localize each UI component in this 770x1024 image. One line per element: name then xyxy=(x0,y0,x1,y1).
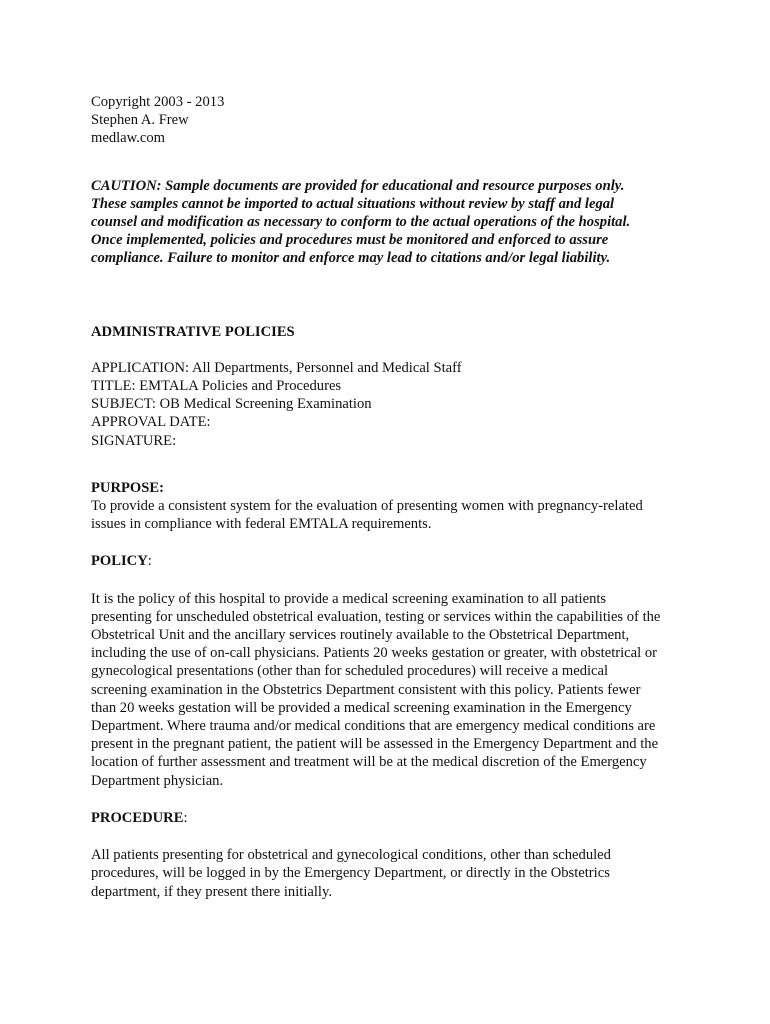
policy-text-line: Department. Where trauma and/or medical conditions that are emergency medical conditions are xyxy=(91,718,656,735)
caution-notice xyxy=(91,177,691,268)
policy-text-line: present in the pregnant patient, the patient will be assessed in the Emergency Department and the xyxy=(91,736,659,753)
policy-text-line: presenting for unscheduled obstetrical evaluation, testing or services within the capabilities of the xyxy=(91,608,661,625)
signature-line: SIGNATURE: xyxy=(91,432,177,449)
policy-text-line: location of further assessment and treatment will be at the medical discretion of the Emergency xyxy=(91,754,647,771)
procedure-heading-row xyxy=(91,809,691,827)
caution-line: counsel and modification as necessary to conform to the actual operations of the hospital. xyxy=(91,214,631,231)
purpose-heading: PURPOSE: xyxy=(91,479,164,496)
procedure-text-line: procedures, will be logged in by the Emergency Department, or directly in the Obstetrics xyxy=(91,865,610,882)
policy-text-line: It is the policy of this hospital to provide a medical screening examination to all patients xyxy=(91,590,607,607)
caution-line: Once implemented, policies and procedures must be monitored and enforced to assure xyxy=(91,232,609,249)
purpose-text-line: To provide a consistent system for the evaluation of presenting women with pregnancy-related xyxy=(91,498,643,515)
policy-text-line: than 20 weeks gestation will be provided a medical screening examination in the Emergency xyxy=(91,699,632,716)
purpose-text-line: issues in compliance with federal EMTALA requirements. xyxy=(91,516,432,533)
caution-line: compliance. Failure to monitor and enforce may lead to citations and/or legal liability. xyxy=(91,250,611,267)
procedure-text-line: department, if they present there initially. xyxy=(91,883,332,900)
policy-paragraph xyxy=(91,590,691,790)
policy-text-line: gynecological presentations (other than for scheduled procedures) will receive a medical xyxy=(91,663,609,680)
application-line: APPLICATION: All Departments, Personnel and Medical Staff xyxy=(91,359,462,376)
policy-metadata xyxy=(91,359,691,450)
policy-text-line: Department physician. xyxy=(91,772,224,789)
title-line: TITLE: EMTALA Policies and Procedures xyxy=(91,378,342,395)
section-title: ADMINISTRATIVE POLICIES xyxy=(91,323,295,340)
caution-line: These samples cannot be imported to actual situations without review by staff and legal xyxy=(91,195,615,212)
policy-text-line: screening examination in the Obstetrics Department consistent with this policy. Patients fewer xyxy=(91,681,641,698)
procedure-heading: PROCEDURE xyxy=(91,809,184,826)
policy-heading-colon: : xyxy=(147,553,152,570)
author-line: Stephen A. Frew xyxy=(91,112,189,129)
policy-heading-row xyxy=(91,552,691,570)
policy-section xyxy=(91,552,691,789)
copyright-line: Copyright 2003 - 2013 xyxy=(91,94,225,110)
procedure-text-line: All patients presenting for obstetrical and gynecological conditions, other than scheduled xyxy=(91,847,611,864)
copyright-block xyxy=(91,93,691,148)
purpose-section xyxy=(91,479,691,534)
policy-text-line: Obstetrical Unit and the ancillary services routinely available to the Obstetrical Department, xyxy=(91,627,630,644)
caution-line: CAUTION: Sample documents are provided for educational and resource purposes only. xyxy=(91,177,625,194)
policy-heading: POLICY xyxy=(91,553,148,570)
procedure-section xyxy=(91,809,691,901)
approval-date-line: APPROVAL DATE: xyxy=(91,414,211,431)
website-line: medlaw.com xyxy=(91,130,166,147)
document-page xyxy=(91,93,691,901)
subject-line: SUBJECT: OB Medical Screening Examination xyxy=(91,396,372,413)
policy-text-line: including the use of on-call physicians. Patients 20 weeks gestation or greater, with obstetrical or xyxy=(91,645,657,662)
procedure-heading-colon: : xyxy=(183,809,188,826)
procedure-paragraph xyxy=(91,846,691,901)
